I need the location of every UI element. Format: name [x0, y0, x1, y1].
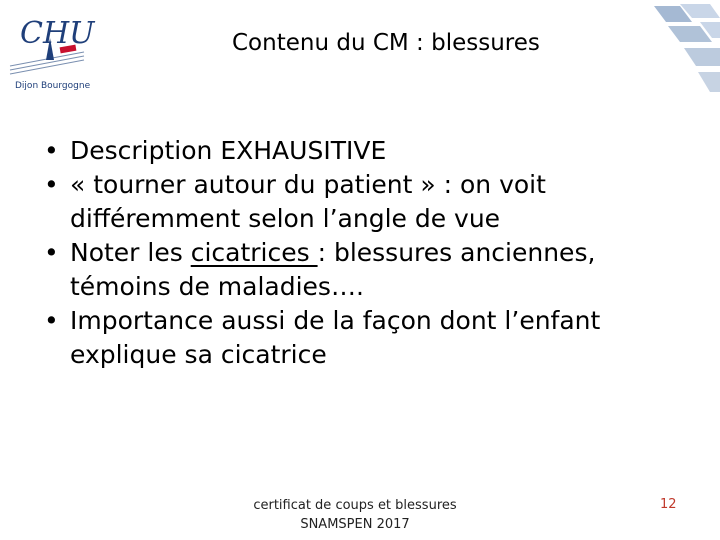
chu-logo [6, 8, 95, 91]
bullet-text [70, 236, 694, 304]
footer-line-1: certificat de coups et blessures [253, 498, 457, 513]
bullet-text-after: : blessures anciennes, témoins de maladies…. [70, 238, 596, 301]
corner-decoration [640, 0, 720, 100]
bullet-dot: • [44, 306, 59, 335]
page-number: 12 [660, 497, 677, 512]
bullet-list [44, 134, 694, 372]
bullet-text: Importance aussi de la façon dont l’enfant explique sa cicatrice [70, 306, 601, 369]
bullet-dot: • [44, 136, 59, 165]
bullet-item [44, 304, 694, 372]
logo-text: CHU [20, 16, 95, 51]
bullet-dot: • [44, 170, 59, 199]
underlined-word: cicatrices [190, 238, 318, 267]
footer-line-2: SNAMSPEN 2017 [300, 517, 410, 532]
bullet-text: « tourner autour du patient » : on voit différemment selon l’angle de vue [70, 170, 546, 233]
slide-footer [250, 496, 460, 534]
bullet-item [44, 168, 694, 236]
bullet-dot: • [44, 238, 59, 267]
bullet-item [44, 134, 694, 168]
slide-title: Contenu du CM : blessures [232, 30, 540, 56]
bullet-text: Description EXHAUSITIVE [70, 136, 387, 165]
logo-subtitle: Dijon Bourgogne [15, 81, 91, 91]
bullet-text-before: Noter les [70, 238, 191, 267]
bullet-item [44, 236, 694, 304]
